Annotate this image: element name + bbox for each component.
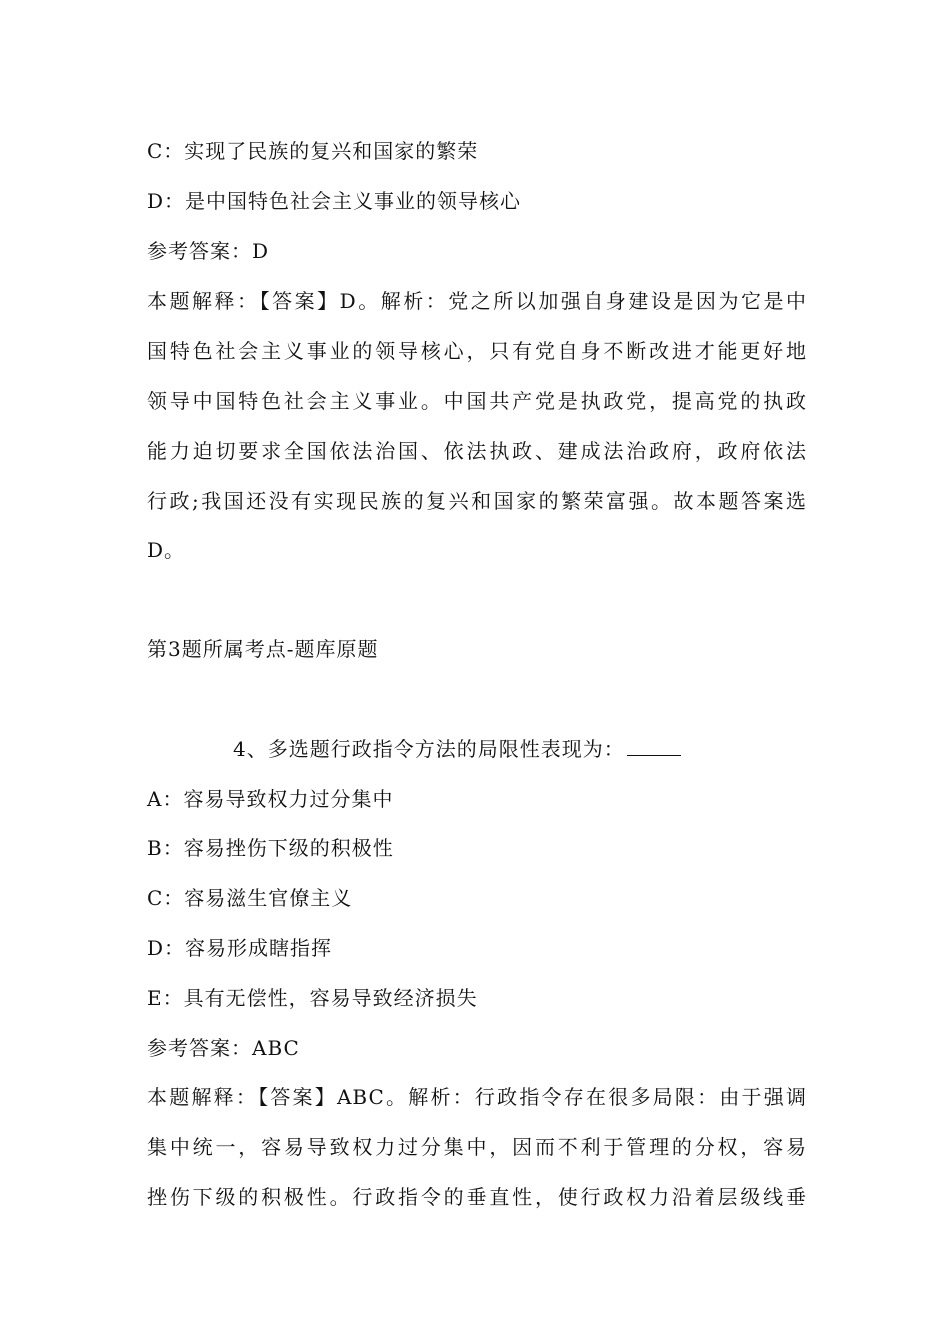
q4-title: [233, 737, 681, 761]
q2-explanation-line: 行政;我国还没有实现民族的复兴和国家的繁荣富强。故本题答案选: [147, 489, 807, 513]
q3-topic-label: 第3题所属考点-题库原题: [147, 637, 379, 661]
q4-option-e: E：具有无偿性，容易导致经济损失: [147, 986, 478, 1010]
q2-option-c: C：实现了民族的复兴和国家的繁荣: [147, 139, 479, 163]
q2-option-d: D：是中国特色社会主义事业的领导核心: [147, 189, 522, 213]
q2-explanation-line: 国特色社会主义事业的领导核心，只有党自身不断改进才能更好地: [147, 339, 807, 363]
q2-explanation-line: D。: [147, 538, 186, 562]
q2-explanation-line: 本题解释：【答案】D。解析：党之所以加强自身建设是因为它是中: [147, 289, 807, 313]
q4-explanation-line: 本题解释：【答案】ABC。解析：行政指令存在很多局限：由于强调: [147, 1085, 807, 1109]
q4-option-b: B：容易挫伤下级的积极性: [147, 836, 394, 860]
q4-explanation-line: 挫伤下级的积极性。行政指令的垂直性，使行政权力沿着层级线垂: [147, 1185, 807, 1209]
answer-blank: [627, 737, 681, 756]
q2-answer: 参考答案：D: [147, 239, 270, 263]
q4-option-a: A：容易导致权力过分集中: [147, 787, 394, 811]
q4-title-text: 4、多选题行政指令方法的局限性表现为：: [233, 737, 625, 761]
q4-option-d: D：容易形成瞎指挥: [147, 936, 333, 960]
q2-explanation-line: 领导中国特色社会主义事业。中国共产党是执政党，提高党的执政: [147, 389, 807, 413]
q4-answer: 参考答案：ABC: [147, 1036, 300, 1060]
q4-explanation-line: 集中统一，容易导致权力过分集中，因而不利于管理的分权，容易: [147, 1135, 807, 1159]
q4-option-c: C：容易滋生官僚主义: [147, 886, 353, 910]
q2-explanation-line: 能力迫切要求全国依法治国、依法执政、建成法治政府，政府依法: [147, 439, 807, 463]
